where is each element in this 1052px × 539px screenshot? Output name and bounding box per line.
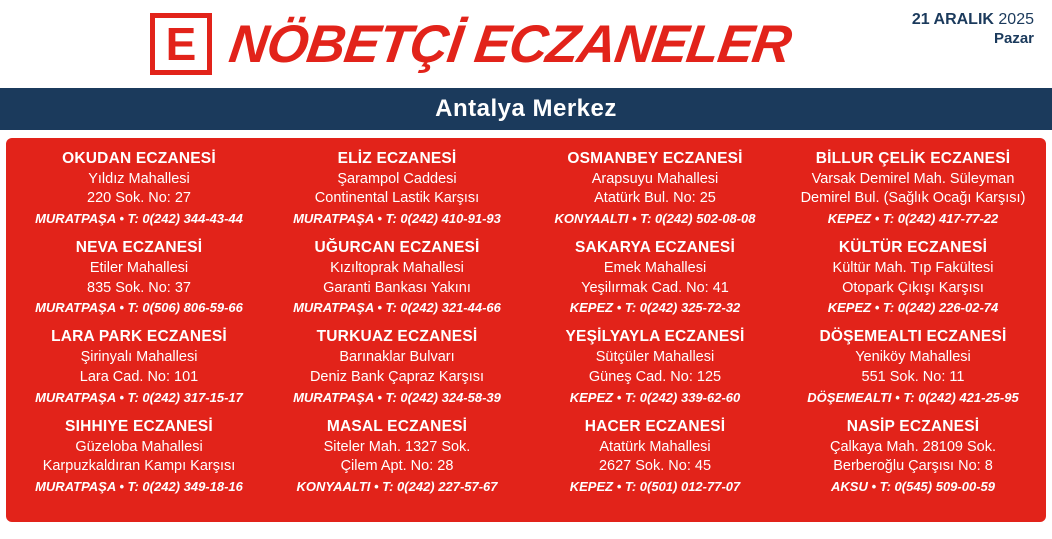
pharmacy-address-line-1: Sütçüler Mahallesi xyxy=(595,349,715,366)
pharmacy-address-line-1: Siteler Mah. 1327 Sok. xyxy=(323,438,471,455)
pharmacy-contact: MURATPAŞA • T: 0(242) 324-58-39 xyxy=(293,389,501,405)
city-bar-label: Antalya Merkez xyxy=(435,95,617,122)
pharmacy-name: YEŞİLYAYLA ECZANESİ xyxy=(565,328,745,346)
pharmacy-address-line-2: Berberoğlu Çarşısı No: 8 xyxy=(833,458,993,475)
pharmacy-entry[interactable] xyxy=(530,237,780,318)
pharmacy-name: BİLLUR ÇELİK ECZANESİ xyxy=(815,150,1011,167)
pharmacy-name: OKUDAN ECZANESİ xyxy=(62,150,216,167)
pharmacy-name: LARA PARK ECZANESİ xyxy=(51,328,227,346)
pharmacy-address-line-1: Güzeloba Mahallesi xyxy=(75,438,203,455)
pharmacy-contact: AKSU • T: 0(545) 509-00-59 xyxy=(831,478,995,494)
pharmacy-logo-icon xyxy=(150,13,212,75)
pharmacy-name: DÖŞEMEALTI ECZANESİ xyxy=(819,328,1007,346)
pharmacy-contact: MURATPAŞA • T: 0(242) 410-91-93 xyxy=(293,211,501,227)
pharmacy-name: ELİZ ECZANESİ xyxy=(337,150,457,167)
pharmacy-address-line-2: Continental Lastik Karşısı xyxy=(314,190,480,207)
pharmacy-address-line-1: Barınaklar Bulvarı xyxy=(339,349,455,366)
pharmacy-entry[interactable] xyxy=(272,416,522,497)
pharmacy-address-line-2: Çilem Apt. No: 28 xyxy=(340,458,454,475)
pharmacy-entry[interactable] xyxy=(788,416,1038,497)
date-year: 2025 xyxy=(998,11,1034,28)
pharmacy-address-line-2: Deniz Bank Çapraz Karşısı xyxy=(309,368,485,385)
pharmacy-column xyxy=(784,148,1042,516)
pharmacy-address-line-1: Arapsuyu Mahallesi xyxy=(591,170,719,187)
pharmacy-entry[interactable] xyxy=(272,326,522,407)
masthead xyxy=(0,0,1052,88)
pharmacy-name: MASAL ECZANESİ xyxy=(326,417,468,435)
page-title: NÖBETÇİ ECZANELER xyxy=(225,14,795,74)
pharmacy-name: HACER ECZANESİ xyxy=(584,417,726,435)
pharmacy-contact: KEPEZ • T: 0(242) 339-62-60 xyxy=(569,389,741,405)
pharmacy-address-line-2: Karpuzkaldıran Kampı Karşısı xyxy=(42,458,236,475)
pharmacy-contact: KEPEZ • T: 0(242) 325-72-32 xyxy=(569,300,741,316)
pharmacy-address-line-2: Otopark Çıkışı Karşısı xyxy=(842,279,984,296)
pharmacy-column xyxy=(526,148,784,516)
pharmacy-entry[interactable] xyxy=(530,416,780,497)
pharmacy-name: UĞURCAN ECZANESİ xyxy=(314,239,480,257)
pharmacy-address-line-1: Atatürk Mahallesi xyxy=(599,438,711,455)
pharmacy-address-line-2: 551 Sok. No: 11 xyxy=(861,368,965,385)
pharmacy-contact: KONYAALTI • T: 0(242) 227-57-67 xyxy=(296,478,498,494)
pharmacy-address-line-1: Emek Mahallesi xyxy=(603,260,707,277)
pharmacy-name: NASİP ECZANESİ xyxy=(846,417,980,435)
pharmacy-contact: KEPEZ • T: 0(242) 417-77-22 xyxy=(827,211,999,227)
pharmacy-name: KÜLTÜR ECZANESİ xyxy=(838,239,988,257)
pharmacy-name: SIHHIYE ECZANESİ xyxy=(65,417,213,435)
pharmacy-column xyxy=(10,148,268,516)
date-line xyxy=(912,10,1034,30)
date-block xyxy=(912,10,1034,49)
pharmacy-address-line-2: Lara Cad. No: 101 xyxy=(79,368,199,385)
pharmacy-address-line-1: Kızıltoprak Mahallesi xyxy=(330,260,464,277)
pharmacy-address-line-2: Atatürk Bul. No: 25 xyxy=(594,190,716,207)
pharmacy-address-line-2: Güneş Cad. No: 125 xyxy=(588,368,722,385)
pharmacy-address-line-2: 835 Sok. No: 37 xyxy=(87,279,191,296)
pharmacy-address-line-1: Yıldız Mahallesi xyxy=(88,170,190,187)
pharmacy-entry[interactable] xyxy=(788,148,1038,229)
pharmacy-name: SAKARYA ECZANESİ xyxy=(575,239,735,257)
pharmacy-entry[interactable] xyxy=(530,148,780,229)
pharmacy-entry[interactable] xyxy=(272,148,522,229)
pharmacy-contact: KEPEZ • T: 0(501) 012-77-07 xyxy=(569,478,741,494)
pharmacy-entry[interactable] xyxy=(14,326,264,407)
pharmacy-entry[interactable] xyxy=(272,237,522,318)
pharmacy-entry[interactable] xyxy=(788,237,1038,318)
pharmacy-entry[interactable] xyxy=(14,237,264,318)
city-bar xyxy=(0,88,1052,130)
pharmacy-contact: DÖŞEMEALTI • T: 0(242) 421-25-95 xyxy=(807,389,1019,405)
pharmacy-contact: KONYAALTI • T: 0(242) 502-08-08 xyxy=(554,211,756,227)
pharmacy-address-line-2: Yeşilırmak Cad. No: 41 xyxy=(581,279,729,296)
pharmacy-address-line-2: 220 Sok. No: 27 xyxy=(87,190,191,207)
pharmacy-contact: MURATPAŞA • T: 0(242) 349-18-16 xyxy=(35,478,243,494)
pharmacy-address-line-1: Şarampol Caddesi xyxy=(337,170,457,187)
pharmacy-address-line-2: Garanti Bankası Yakını xyxy=(323,279,471,296)
pharmacy-contact: KEPEZ • T: 0(242) 226-02-74 xyxy=(827,300,999,316)
date-day: 21 ARALIK xyxy=(911,11,994,28)
logo-letter: E xyxy=(165,18,197,70)
pharmacy-address-line-2: Demirel Bul. (Sağlık Ocağı Karşısı) xyxy=(800,190,1026,207)
pharmacy-address-line-1: Varsak Demirel Mah. Süleyman xyxy=(811,170,1015,187)
pharmacy-contact: MURATPAŞA • T: 0(242) 321-44-66 xyxy=(293,300,501,316)
pharmacy-list-panel xyxy=(6,138,1046,522)
date-weekday: Pazar xyxy=(993,30,1034,47)
pharmacy-name: TURKUAZ ECZANESİ xyxy=(316,328,478,346)
pharmacy-entry[interactable] xyxy=(14,148,264,229)
pharmacy-entry[interactable] xyxy=(14,416,264,497)
pharmacy-name: OSMANBEY ECZANESİ xyxy=(567,150,743,167)
pharmacy-address-line-2: 2627 Sok. No: 45 xyxy=(598,458,712,475)
pharmacy-column xyxy=(268,148,526,516)
pharmacy-entry[interactable] xyxy=(530,326,780,407)
pharmacy-name: NEVA ECZANESİ xyxy=(75,239,203,257)
pharmacy-address-line-1: Çalkaya Mah. 28109 Sok. xyxy=(829,438,997,455)
pharmacy-address-line-1: Yeniköy Mahallesi xyxy=(855,349,971,366)
pharmacy-address-line-1: Şirinyalı Mahallesi xyxy=(80,349,198,366)
pharmacy-entry[interactable] xyxy=(788,326,1038,407)
pharmacy-contact: MURATPAŞA • T: 0(242) 317-15-17 xyxy=(35,389,243,405)
pharmacy-address-line-1: Etiler Mahallesi xyxy=(89,260,189,277)
pharmacy-contact: MURATPAŞA • T: 0(506) 806-59-66 xyxy=(35,300,243,316)
pharmacy-contact: MURATPAŞA • T: 0(242) 344-43-44 xyxy=(35,211,243,227)
pharmacy-address-line-1: Kültür Mah. Tıp Fakültesi xyxy=(832,260,994,277)
